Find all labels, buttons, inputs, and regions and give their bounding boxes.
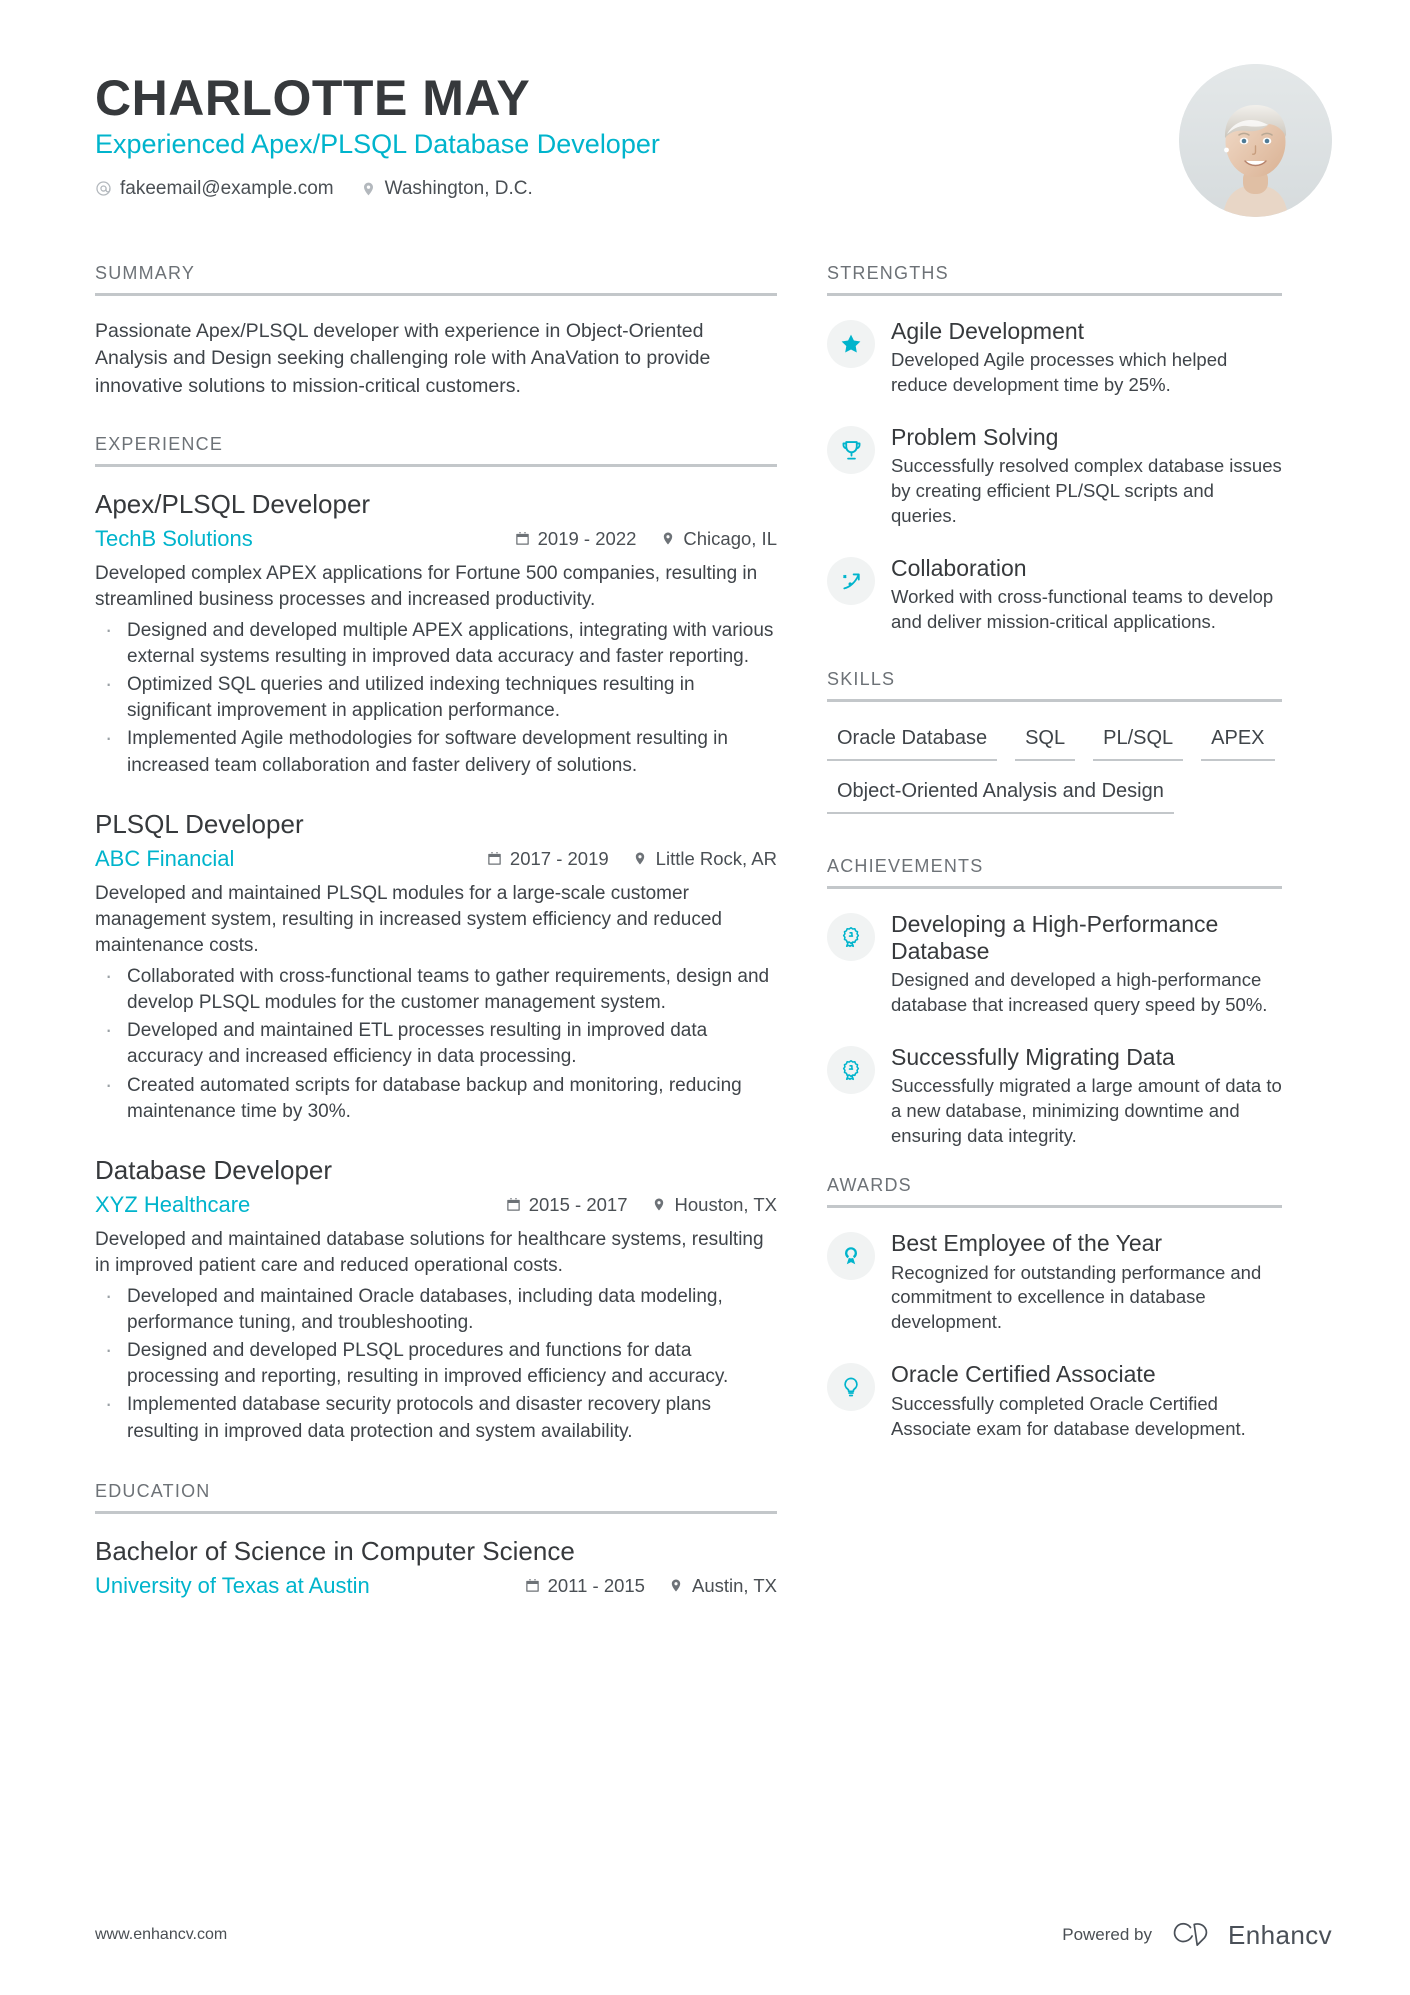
header-text-block [95,62,1179,200]
section-achievements [827,856,1282,1149]
education-meta [95,1573,777,1599]
strength-text: Successfully resolved complex database issues by creating efficient PL/SQL scripts and queries. [891,455,1282,527]
job-meta-right [515,528,777,550]
strength-text: Developed Agile processes which helped reduce development time by 25%. [891,349,1228,396]
experience-entry [95,489,777,779]
job-dates [487,848,609,870]
strength-item [827,424,1282,529]
degree-title: Bachelor of Science in Computer Science [95,1535,575,1566]
spacer [827,830,1282,856]
achievement-body [891,1044,1282,1149]
job-location [633,848,777,870]
strategy-arrow-icon [827,557,875,605]
education-entry [95,1536,777,1599]
candidate-headline: Experienced Apex/PLSQL Database Developer [95,129,660,159]
education-dates-text: 2011 - 2015 [547,1574,645,1596]
map-pin-icon [652,1196,667,1213]
job-company: XYZ Healthcare [95,1192,251,1218]
job-location [652,1194,778,1216]
strength-body [891,424,1282,529]
strength-body [891,318,1282,398]
skill-tag: PL/SQL [1093,724,1183,761]
list-item: · Designed and developed multiple APEX applications, integrating with various external systems resulting in improved data accuracy and faster reporting. [95,618,777,670]
job-dates-text: 2017 - 2019 [509,847,609,869]
job-meta [95,846,777,872]
job-role: Database Developer [95,1154,333,1185]
right-column [827,263,1282,1608]
map-pin-icon [660,530,675,547]
strength-body [891,555,1282,635]
section-divider [827,293,1282,296]
list-item: · Developed and maintained Oracle databases, including data modeling, performance tuning, and troubleshooting. [95,1284,777,1336]
section-divider [95,464,777,467]
section-awards [827,1175,1282,1441]
skill-tag: Oracle Database [827,724,997,761]
spacer [95,400,777,434]
job-location-text: Houston, TX [674,1193,777,1215]
enhancv-brand-name: Enhancv [1228,1919,1332,1950]
list-item: · Created automated scripts for database backup and monitoring, reducing maintenance time by 30%. [95,1073,777,1125]
achievement-text: Designed and developed a high-performance database that increased query speed by 50%. [891,969,1268,1016]
portrait-illustration [1179,64,1332,217]
section-title-skills: SKILLS [827,669,896,690]
map-pin-icon [633,850,648,867]
medal-icon [827,1232,875,1280]
education-location-text: Austin, TX [691,1574,777,1596]
section-divider [95,1511,777,1514]
job-description: Developed and maintained database solutions for healthcare systems, resulting in improved patient care and reduced operational costs. [95,1229,764,1277]
strength-text: Worked with cross-functional teams to develop and deliver mission-critical applications. [891,586,1274,633]
calendar-icon [487,850,502,867]
award-item [827,1361,1282,1441]
spacer [827,635,1282,669]
strength-title: Collaboration [891,555,1027,582]
education-dates [525,1575,645,1597]
trophy-icon [827,426,875,474]
job-dates [506,1194,628,1216]
school-name: University of Texas at Austin [95,1573,370,1599]
achievement-title: Developing a High-Performance Database [891,911,1219,965]
section-title-strengths: STRENGTHS [827,263,949,283]
lightbulb-icon [827,1363,875,1411]
section-title-summary: SUMMARY [95,263,196,283]
award-item [827,1230,1282,1335]
list-item: · Implemented database security protocols and disaster recovery plans resulting in improved data protection and system availability. [95,1392,777,1444]
avatar [1179,64,1332,217]
skill-tag: APEX [1201,724,1274,761]
skills-list [827,724,1282,830]
award-body [891,1230,1282,1335]
section-divider [827,699,1282,702]
job-company: ABC Financial [95,846,235,872]
job-description: Developed and maintained PLSQL modules for a large-scale customer management system, resulting in increased system efficiency and reduced maintenance costs. [95,883,722,957]
portrait-photo [1179,64,1332,217]
education-location [669,1575,777,1597]
resume-header [0,0,1410,217]
list-item: · Collaborated with cross-functional teams to gather requirements, design and develop PLSQL modules for the customer management system. [95,964,777,1016]
job-role: PLSQL Developer [95,808,304,839]
section-divider [827,886,1282,889]
summary-text: Passionate Apex/PLSQL developer with experience in Object-Oriented Analysis and Design seeking challenging role with AnaVation to provide innovative solutions to mission-critical customers. [95,320,711,397]
job-meta-right [506,1194,777,1216]
job-meta [95,526,777,552]
job-dates-text: 2019 - 2022 [537,527,637,549]
contact-location [360,178,533,200]
achievement-text: Successfully migrated a large amount of data to a new database, minimizing downtime and ensuring data integrity. [891,1075,1282,1147]
star-icon [827,320,875,368]
calendar-icon [506,1196,521,1213]
spacer [95,1447,777,1481]
award-ribbon-icon [827,913,875,961]
job-bullets [95,964,777,1125]
strength-title: Problem Solving [891,424,1059,451]
award-text: Recognized for outstanding performance and commitment to excellence in database development. [891,1261,1262,1333]
contact-email-text: fakeemail@example.com [120,177,334,199]
award-text: Successfully completed Oracle Certified Associate exam for database development. [891,1392,1246,1439]
left-column [95,263,777,1608]
contact-location-text: Washington, D.C. [384,177,533,199]
map-pin-icon [360,179,377,198]
contact-row [95,178,1179,200]
section-title-achievements: ACHIEVEMENTS [827,856,984,877]
section-education [95,1481,777,1599]
list-item: · Designed and developed PLSQL procedures and functions for data processing and reporting, resulting in improved efficiency and accuracy. [95,1338,777,1390]
job-company: TechB Solutions [95,526,253,552]
education-meta-right [525,1575,777,1597]
enhancv-brand[interactable] [1170,1920,1332,1951]
strength-item [827,555,1282,635]
achievement-item [827,1044,1282,1149]
resume-footer [0,1875,1410,1995]
experience-entry [95,809,777,1125]
skill-tag: Object-Oriented Analysis and Design [827,777,1174,814]
award-title: Oracle Certified Associate [891,1361,1156,1388]
footer-branding [1062,1920,1332,1951]
list-item: · Developed and maintained ETL processes resulting in improved data accuracy and increased efficiency in data processing. [95,1018,777,1070]
spacer [827,1149,1282,1175]
section-experience [95,434,777,1445]
section-skills [827,669,1282,830]
award-ribbon-icon [827,1046,875,1094]
calendar-icon [525,1577,540,1594]
job-location-text: Chicago, IL [683,527,777,549]
strength-item [827,318,1282,398]
achievement-item [827,911,1282,1018]
section-divider [95,293,777,296]
strength-title: Agile Development [891,318,1085,344]
section-strengths [827,263,1282,635]
job-dates-text: 2015 - 2017 [528,1193,628,1215]
section-summary [95,263,777,400]
achievement-title: Successfully Migrating Data [891,1044,1175,1071]
at-icon [95,179,112,198]
section-title-education: EDUCATION [95,1480,211,1501]
job-location [660,528,777,550]
award-title: Best Employee of the Year [891,1230,1163,1257]
skill-tag: SQL [1015,724,1075,761]
list-item: · Implemented Agile methodologies for software development resulting in increased team collaboration and faster delivery of solutions. [95,726,777,778]
job-location-text: Little Rock, AR [655,847,777,869]
footer-url[interactable]: www.enhancv.com [95,1926,228,1943]
candidate-name: CHARLOTTE MAY [95,70,531,126]
job-description: Developed complex APEX applications for Fortune 500 companies, resulting in streamlined business processes and increased productivity. [95,563,758,611]
job-role: Apex/PLSQL Developer [95,488,371,519]
job-bullets [95,618,777,779]
job-bullets [95,1284,777,1445]
calendar-icon [515,530,530,547]
section-title-experience: EXPERIENCE [95,433,224,454]
map-pin-icon [669,1577,684,1594]
job-dates [515,528,637,550]
enhancv-logo-icon [1170,1920,1216,1951]
resume-body [0,263,1410,1608]
powered-by-label: Powered by [1062,1925,1153,1944]
experience-entry [95,1155,777,1445]
award-body [891,1361,1282,1441]
contact-email[interactable] [95,178,334,200]
achievement-body [891,911,1282,1018]
job-meta [95,1192,777,1218]
job-meta-right [487,848,777,870]
section-divider [827,1205,1282,1208]
list-item: · Optimized SQL queries and utilized indexing techniques resulting in significant improvement in application performance. [95,672,777,724]
section-title-awards: AWARDS [827,1175,912,1196]
